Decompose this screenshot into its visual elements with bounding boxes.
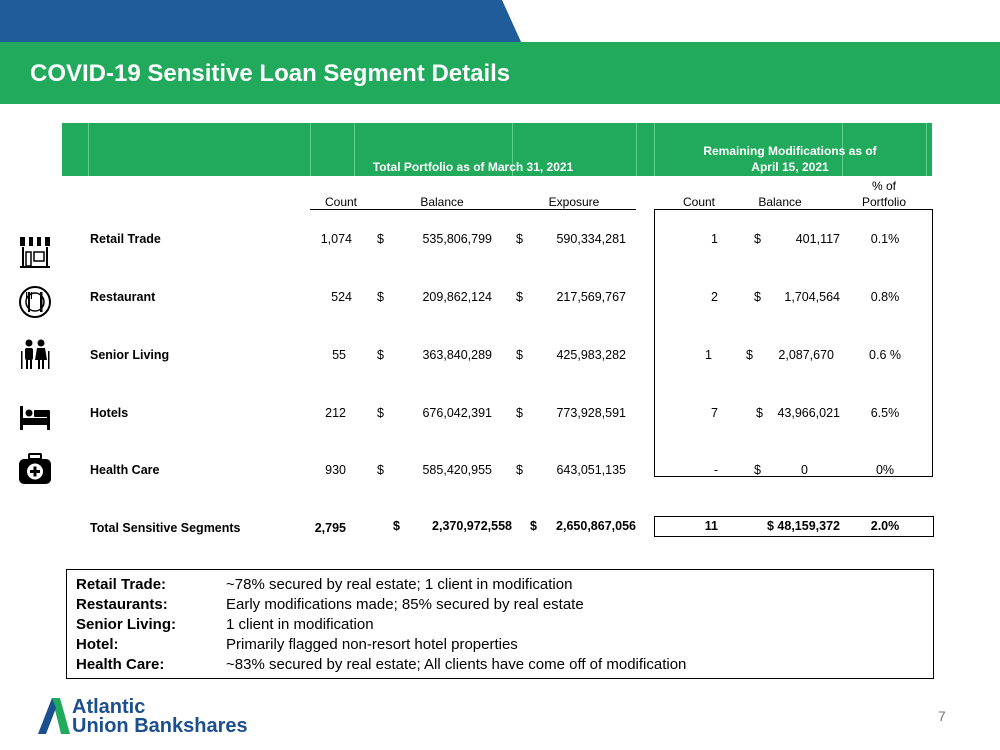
total-mod-count: 11	[704, 519, 718, 533]
exposure-cell: 643,051,135	[556, 463, 626, 477]
col-header-exposure: Exposure	[548, 195, 600, 209]
currency-symbol: $	[754, 232, 761, 246]
col-header-mod-balance: Balance	[758, 195, 802, 209]
mod-balance-cell: 2,087,670	[778, 348, 834, 362]
note-text: ~83% secured by real estate; All clients have come off of modification	[226, 656, 687, 673]
total-balance: 2,370,972,558	[432, 519, 512, 533]
mod-balance-cell: 43,966,021	[777, 406, 840, 420]
pct-cell: 6.5%	[870, 406, 900, 420]
mod-balance-cell: 0	[801, 463, 808, 477]
total-exposure: 2,650,867,056	[556, 519, 636, 533]
exposure-cell: 217,569,767	[556, 290, 626, 304]
exposure-cell: 425,983,282	[556, 348, 626, 362]
count-cell: 212	[325, 406, 346, 420]
currency-symbol: $	[377, 463, 384, 477]
balance-cell: 535,806,799	[422, 232, 492, 246]
pct-cell: 0.1%	[870, 232, 900, 246]
mod-count-cell: -	[713, 463, 718, 477]
balance-cell: 585,420,955	[422, 463, 492, 477]
col-header-count: Count	[324, 195, 358, 209]
mods-right-border	[932, 209, 933, 476]
segment-label: Retail Trade	[90, 232, 161, 246]
currency-symbol: $	[754, 290, 761, 304]
mod-count-cell: 1	[705, 348, 712, 362]
note-label: Hotel:	[76, 636, 119, 653]
total-label: Total Sensitive Segments	[90, 521, 241, 535]
segment-label: Restaurant	[90, 290, 156, 304]
exposure-cell: 590,334,281	[556, 232, 626, 246]
header-separator	[926, 123, 927, 176]
header-separator	[88, 123, 89, 176]
fork-knife-plate-icon	[18, 285, 52, 319]
mod-balance-cell: 401,117	[795, 232, 840, 246]
currency-symbol: $	[516, 232, 523, 246]
mod-balance-cell: 1,704,564	[784, 290, 840, 304]
pct-cell: 0.6 %	[869, 348, 901, 362]
balance-cell: 209,862,124	[422, 290, 492, 304]
note-text: Early modifications made; 85% secured by real estate	[226, 596, 584, 613]
currency-symbol: $	[516, 348, 523, 362]
segment-label: Senior Living	[90, 348, 170, 362]
currency-symbol: $	[516, 463, 523, 477]
currency-symbol: $	[530, 519, 537, 533]
segment-label: Health Care	[90, 463, 160, 477]
atlantic-union-logo-icon	[38, 698, 70, 734]
logo-text-line1: Atlantic	[72, 696, 146, 718]
currency-symbol: $	[377, 232, 384, 246]
logo-text-line2: Union Bankshares	[72, 715, 248, 737]
pct-cell: 0.8%	[870, 290, 900, 304]
exposure-cell: 773,928,591	[556, 406, 626, 420]
balance-cell: 676,042,391	[422, 406, 492, 420]
col-header-pct-line2: Portfolio	[861, 195, 907, 209]
total-pct: 2.0%	[870, 519, 900, 533]
col-header-pct-line1: % of	[871, 179, 896, 193]
note-label: Restaurants:	[76, 596, 168, 613]
segment-label: Hotels	[90, 406, 129, 420]
total-portfolio-header: Total Portfolio as of March 31, 2021	[372, 160, 574, 174]
note-text: Primarily flagged non-resort hotel properties	[226, 636, 518, 653]
mod-count-cell: 1	[711, 232, 718, 246]
note-text: ~78% secured by real estate; 1 client in modification	[226, 576, 573, 593]
currency-symbol: $	[377, 348, 384, 362]
col-header-mod-count: Count	[682, 195, 716, 209]
currency-symbol: $	[756, 406, 763, 420]
note-label: Senior Living:	[76, 616, 177, 633]
hotel-bed-icon	[18, 400, 52, 434]
medical-kit-icon	[18, 452, 52, 486]
header-separator	[636, 123, 637, 176]
count-cell: 55	[332, 348, 346, 362]
currency-symbol: $	[516, 406, 523, 420]
count-cell: 930	[325, 463, 346, 477]
currency-symbol: $	[516, 290, 523, 304]
elderly-couple-icon	[18, 337, 52, 371]
header-rule	[310, 209, 636, 210]
mod-count-cell: 7	[711, 406, 718, 420]
remaining-mods-header-line1: Remaining Modifications as of	[703, 144, 877, 158]
count-cell: 1,074	[320, 232, 352, 246]
page-number: 7	[938, 708, 946, 724]
pct-cell: 0%	[875, 463, 895, 477]
mods-left-border	[654, 209, 655, 476]
currency-symbol: $	[393, 519, 400, 533]
balance-cell: 363,840,289	[422, 348, 492, 362]
note-label: Retail Trade:	[76, 576, 167, 593]
page-title: COVID-19 Sensitive Loan Segment Details	[30, 60, 511, 87]
col-header-balance: Balance	[420, 195, 464, 209]
currency-symbol: $	[377, 290, 384, 304]
total-count: 2,795	[314, 521, 346, 535]
note-label: Health Care:	[76, 656, 165, 673]
currency-symbol: $	[754, 463, 761, 477]
total-mod-balance: $ 48,159,372	[767, 519, 840, 533]
header-rule	[654, 209, 932, 210]
mod-count-cell: 2	[711, 290, 718, 304]
remaining-mods-header-line2: April 15, 2021	[751, 160, 829, 174]
currency-symbol: $	[746, 348, 753, 362]
count-cell: 524	[331, 290, 352, 304]
note-text: 1 client in modification	[226, 616, 374, 633]
storefront-icon	[18, 235, 52, 269]
top-banner	[0, 0, 1000, 44]
currency-symbol: $	[377, 406, 384, 420]
